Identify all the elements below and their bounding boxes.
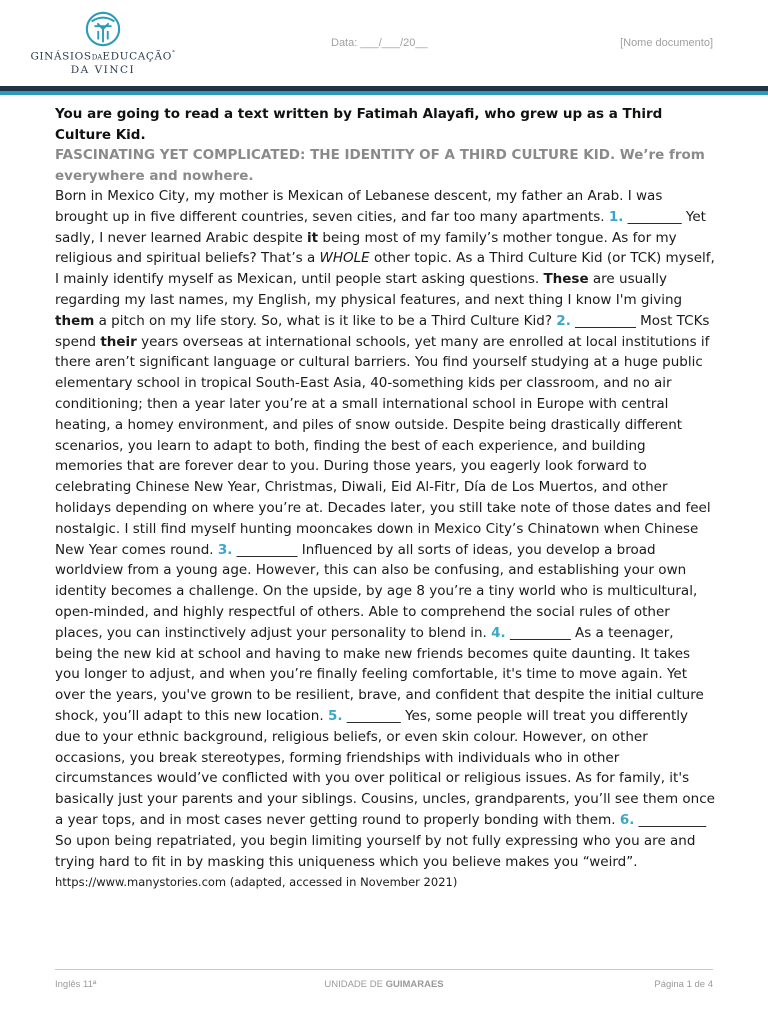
date-field: Data: ___/___/20__ xyxy=(331,37,428,49)
intro-instruction: You are going to read a text written by Fatimah Alayafi, who grew up as a Third Culture Kid. xyxy=(55,106,663,143)
document-name: [Nome documento] xyxy=(620,37,713,49)
footer-subject: Inglês 11ª xyxy=(55,979,97,990)
gap-number-1: 1. xyxy=(608,208,624,225)
page-header xyxy=(0,0,768,96)
reading-text: Born in Mexico City, my mother is Mexican of Lebanese descent, my father an Arab. I was brought up in five different countries, seven cities, and far too many apartments. 1. ________ Yet sadly, I never learned Arabic despite it being most of my family’s mother tongue. As for my religious and spiritual beliefs? That’s a WHOLE other topic. As a Third Culture Kid (or TCK) myself, I mainly identify myself as Mexican, until people start asking questions. These are usually regarding my last names, my English, my physical features, and next thing I know I'm giving them a pitch on my life story. So, what is it like to be a Third Culture Kid? 2. _________ Most TCKs spend their years overseas at international schools, yet many are enrolled at local institutions if there aren’t significant language or cultural barriers. You find yourself studying at a huge public elementary school in tropical South-East Asia, 40-something kids per classroom, and no air conditioning; then a year later you’re at a small international school in Europe with central heating, a homey environment, and piles of snow outside. Despite being drastically different scenarios, you learn to adapt to both, finding the best of each experience, and building memories that are forever dear to you. During those years, you eagerly look forward to celebrating Chinese New Year, Christmas, Diwali, Eid Al-Fitr, Día de Los Muertos, and other holidays depending on where you’re at. Decades later, you still take note of those dates and feel nostalgic. I still find myself hunting mooncakes down in Mexico City’s Chinatown when Chinese New Year comes round. 3. _________ Influenced by all sorts of ideas, you develop a broad worldview from a young age. However, this can also be confusing, and establishing your own identity becomes a challenge. On the upside, by age 8 you’re a tiny world who is multicultural, open-minded, and highly respectful of others. Able to comprehend the social rules of other places, you can instinctively adjust your personality to blend in. 4. _________ As a teenager, being the new kid at school and having to make new friends becomes quite daunting. It takes you longer to adjust, and when you’re finally feeling comfortable, it's time to move again. Yet over the years, you've grown to be resilient, brave, and confident that despite the initial culture shock, you’ll adapt to this new location. 5. ________ Yes, some people will treat you differently due to your ethnic background, religious beliefs, or even skin colour. However, on other occasions, you break stereotypes, forming friendships with individuals who in other circumstances would’ve conflicted with you over political or religious issues. As for family, it's basically just your parents and your siblings. Cousins, uncles, grandparents, you’ll see them once a year tops, and in most cases never getting round to properly bonding with them. 6. __________ So upon being repatriated, you begin limiting yourself by not fully expressing who you are and trying hard to fit in by masking this uniqueness which you believe makes you “weird”. https://www.manystories.com (adapted, accessed in November 2021) xyxy=(55,188,715,890)
footer-page-number: Página 1 de 4 xyxy=(654,979,713,990)
document-body xyxy=(55,104,715,893)
gap-number-5: 5. xyxy=(327,707,343,724)
school-logo xyxy=(28,10,178,80)
gap-number-3: 3. xyxy=(217,541,233,558)
footer-unit: UNIDADE DE GUIMARAES xyxy=(324,979,444,990)
gap-number-2: 2. xyxy=(556,312,571,329)
header-divider-teal xyxy=(0,91,768,95)
logo-emblem-icon xyxy=(84,10,122,48)
logo-wordmark-top: GINÁSIOSDAEDUCAÇÃO° xyxy=(30,50,176,63)
gap-number-6: 6. xyxy=(619,811,635,828)
text-title: FASCINATING YET COMPLICATED: THE IDENTITY OF A THIRD CULTURE KID. We’re from everywhere and nowhere. xyxy=(55,147,705,184)
logo-wordmark-bottom: DA VINCI xyxy=(70,63,136,76)
footer-divider xyxy=(55,969,713,970)
source-citation: https://www.manystories.com (adapted, accessed in November 2021) xyxy=(55,875,458,890)
gap-number-4: 4. xyxy=(491,624,506,641)
